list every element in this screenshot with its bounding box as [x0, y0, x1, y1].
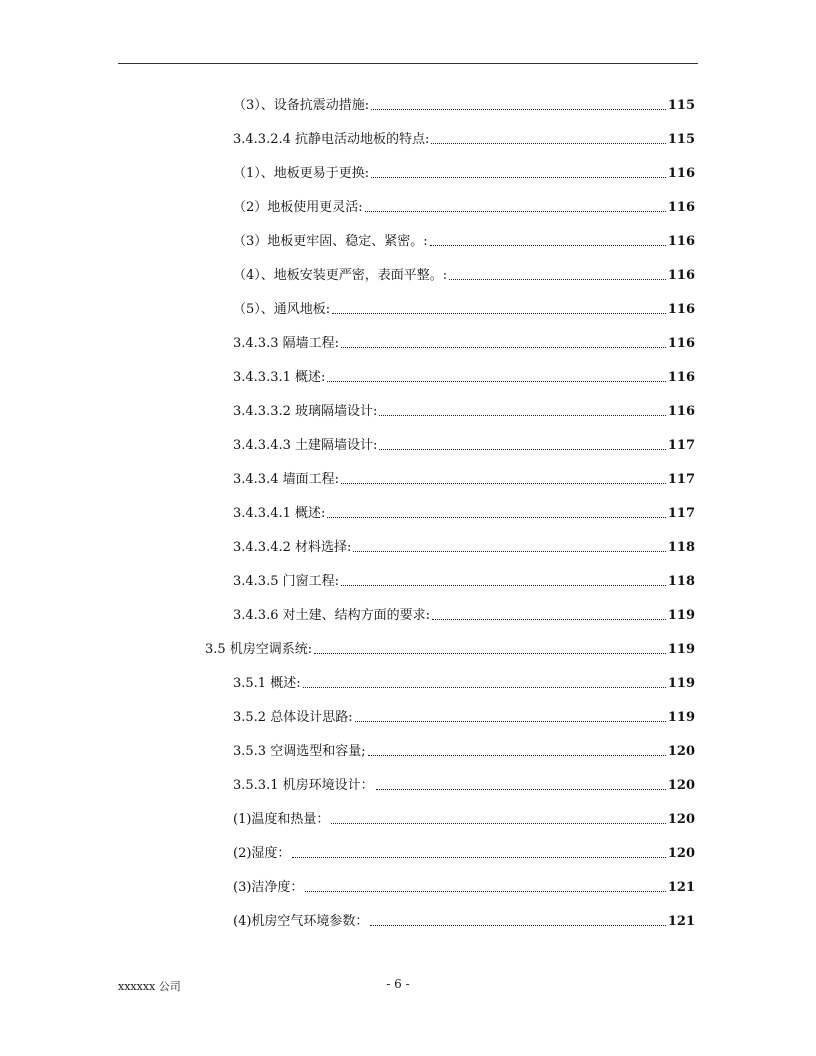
toc-entry[interactable] — [233, 364, 695, 386]
toc-entry[interactable] — [233, 262, 695, 284]
toc-entry-title: 3.4.3.4.2 材料选择: — [233, 540, 352, 555]
toc-entry-title: 3.4.3.3.1 概述: — [233, 370, 326, 385]
toc-leader-dots — [303, 687, 666, 688]
toc-entry-page: 116 — [667, 200, 695, 215]
toc-entry-page: 120 — [667, 778, 695, 793]
toc-entry-title: （1）、地板更易于更换: — [233, 166, 370, 181]
toc-entry-page: 121 — [667, 880, 695, 895]
toc-entry-title: 3.4.3.4.1 概述: — [233, 506, 326, 521]
footer-company: xxxxxx 公司 — [118, 980, 181, 993]
toc-entry[interactable] — [233, 126, 695, 148]
toc-entry[interactable] — [233, 296, 695, 318]
toc-entry-title: 3.4.3.5 门窗工程: — [233, 574, 339, 589]
toc-entry-title: 3.4.3.4 墙面工程: — [233, 472, 339, 487]
toc-entry[interactable] — [233, 602, 695, 624]
toc-entry-title: （2）地板使用更灵活: — [233, 200, 363, 215]
toc-entry-title: (3)洁净度： — [233, 880, 304, 895]
toc-entry[interactable] — [205, 636, 695, 658]
toc-leader-dots — [341, 585, 666, 586]
toc-entry[interactable] — [233, 772, 695, 794]
toc-entry-title: 3.4.3.3.2 玻璃隔墙设计: — [233, 404, 378, 419]
toc-entry[interactable] — [233, 160, 695, 182]
toc-entry[interactable] — [233, 568, 695, 590]
toc-entry[interactable] — [233, 500, 695, 522]
toc-leader-dots — [292, 857, 665, 858]
toc-entry-title: 3.5.3 空调选型和容量; — [233, 744, 366, 759]
toc-leader-dots — [353, 551, 665, 552]
toc-leader-dots — [327, 517, 665, 518]
toc-entry[interactable] — [233, 92, 695, 114]
toc-entry-page: 118 — [667, 540, 695, 555]
toc-leader-dots — [371, 109, 666, 110]
toc-leader-dots — [314, 653, 666, 654]
toc-entry-page: 121 — [667, 914, 695, 929]
toc-entry-title: (2)湿度： — [233, 846, 291, 861]
toc-entry-page: 116 — [667, 166, 695, 181]
toc-entry-title: （5）、通风地板: — [233, 302, 331, 317]
toc-entry[interactable] — [233, 330, 695, 352]
toc-entry-title: （3）、设备抗震动措施: — [233, 98, 370, 113]
toc-entry[interactable] — [233, 806, 695, 828]
toc-entry-page: 120 — [667, 812, 695, 827]
toc-entry-page: 116 — [667, 234, 695, 249]
toc-entry-page: 116 — [667, 302, 695, 317]
toc-entry[interactable] — [233, 704, 695, 726]
toc-entry-title: (4)机房空气环境参数： — [233, 914, 369, 929]
toc-leader-dots — [368, 755, 666, 756]
toc-entry[interactable] — [233, 466, 695, 488]
toc-leader-dots — [370, 925, 665, 926]
toc-entry-page: 117 — [667, 472, 695, 487]
toc-entry-page: 115 — [667, 98, 695, 113]
toc-entry-page: 119 — [667, 642, 695, 657]
toc-entry-page: 118 — [667, 574, 695, 589]
toc-entry[interactable] — [233, 738, 695, 760]
toc-leader-dots — [327, 381, 665, 382]
toc-entry-title: （3）地板更牢固、稳定、紧密。: — [233, 234, 428, 249]
toc-entry-page: 117 — [667, 506, 695, 521]
toc-entry-page: 115 — [667, 132, 695, 147]
toc-entry-page: 116 — [667, 404, 695, 419]
toc-entry-page: 120 — [667, 846, 695, 861]
toc-entry[interactable] — [233, 874, 695, 896]
toc-entry-page: 116 — [667, 268, 695, 283]
toc-entry[interactable] — [233, 398, 695, 420]
toc-leader-dots — [331, 823, 665, 824]
toc-entry-page: 119 — [667, 676, 695, 691]
toc-entry[interactable] — [233, 840, 695, 862]
toc-leader-dots — [371, 177, 666, 178]
toc-entry-page: 117 — [667, 438, 695, 453]
toc-entry-title: （4）、地板安装更严密，表面平整。: — [233, 268, 448, 283]
toc-entry-page: 119 — [667, 608, 695, 623]
toc-entry-title: (1)温度和热量： — [233, 812, 330, 827]
toc-leader-dots — [305, 891, 665, 892]
toc-leader-dots — [431, 143, 665, 144]
toc-leader-dots — [341, 347, 666, 348]
toc-entry-title: 3.4.3.4.3 土建隔墙设计: — [233, 438, 378, 453]
toc-entry-title: 3.5 机房空调系统: — [205, 642, 313, 657]
toc-entry[interactable] — [233, 228, 695, 250]
toc-entry[interactable] — [233, 534, 695, 556]
toc-leader-dots — [379, 449, 665, 450]
toc-leader-dots — [449, 279, 666, 280]
toc-entry[interactable] — [233, 670, 695, 692]
toc-entry-page: 120 — [667, 744, 695, 759]
toc-entry[interactable] — [233, 432, 695, 454]
toc-entry-page: 116 — [667, 336, 695, 351]
toc-entry-title: 3.4.3.6 对土建、结构方面的要求: — [233, 608, 430, 623]
toc-leader-dots — [430, 245, 666, 246]
toc-leader-dots — [379, 415, 665, 416]
toc-entry-title: 3.5.1 概述: — [233, 676, 301, 691]
toc-leader-dots — [341, 483, 666, 484]
toc-leader-dots — [332, 313, 666, 314]
toc-leader-dots — [365, 211, 666, 212]
toc-entry-page: 116 — [667, 370, 695, 385]
toc-entry-title: 3.5.2 总体设计思路: — [233, 710, 353, 725]
footer-page-number: - 6 - — [386, 977, 410, 991]
toc-entry[interactable] — [233, 194, 695, 216]
toc-leader-dots — [376, 789, 666, 790]
toc-entry-title: 3.4.3.2.4 抗静电活动地板的特点: — [233, 132, 430, 147]
toc-entry-title: 3.4.3.3 隔墙工程: — [233, 336, 339, 351]
toc-leader-dots — [355, 721, 666, 722]
header-rule — [118, 63, 698, 64]
toc-entry-page: 119 — [667, 710, 695, 725]
toc-entry[interactable] — [233, 908, 695, 930]
toc-entry-title: 3.5.3.1 机房环境设计： — [233, 778, 374, 793]
toc-leader-dots — [432, 619, 666, 620]
